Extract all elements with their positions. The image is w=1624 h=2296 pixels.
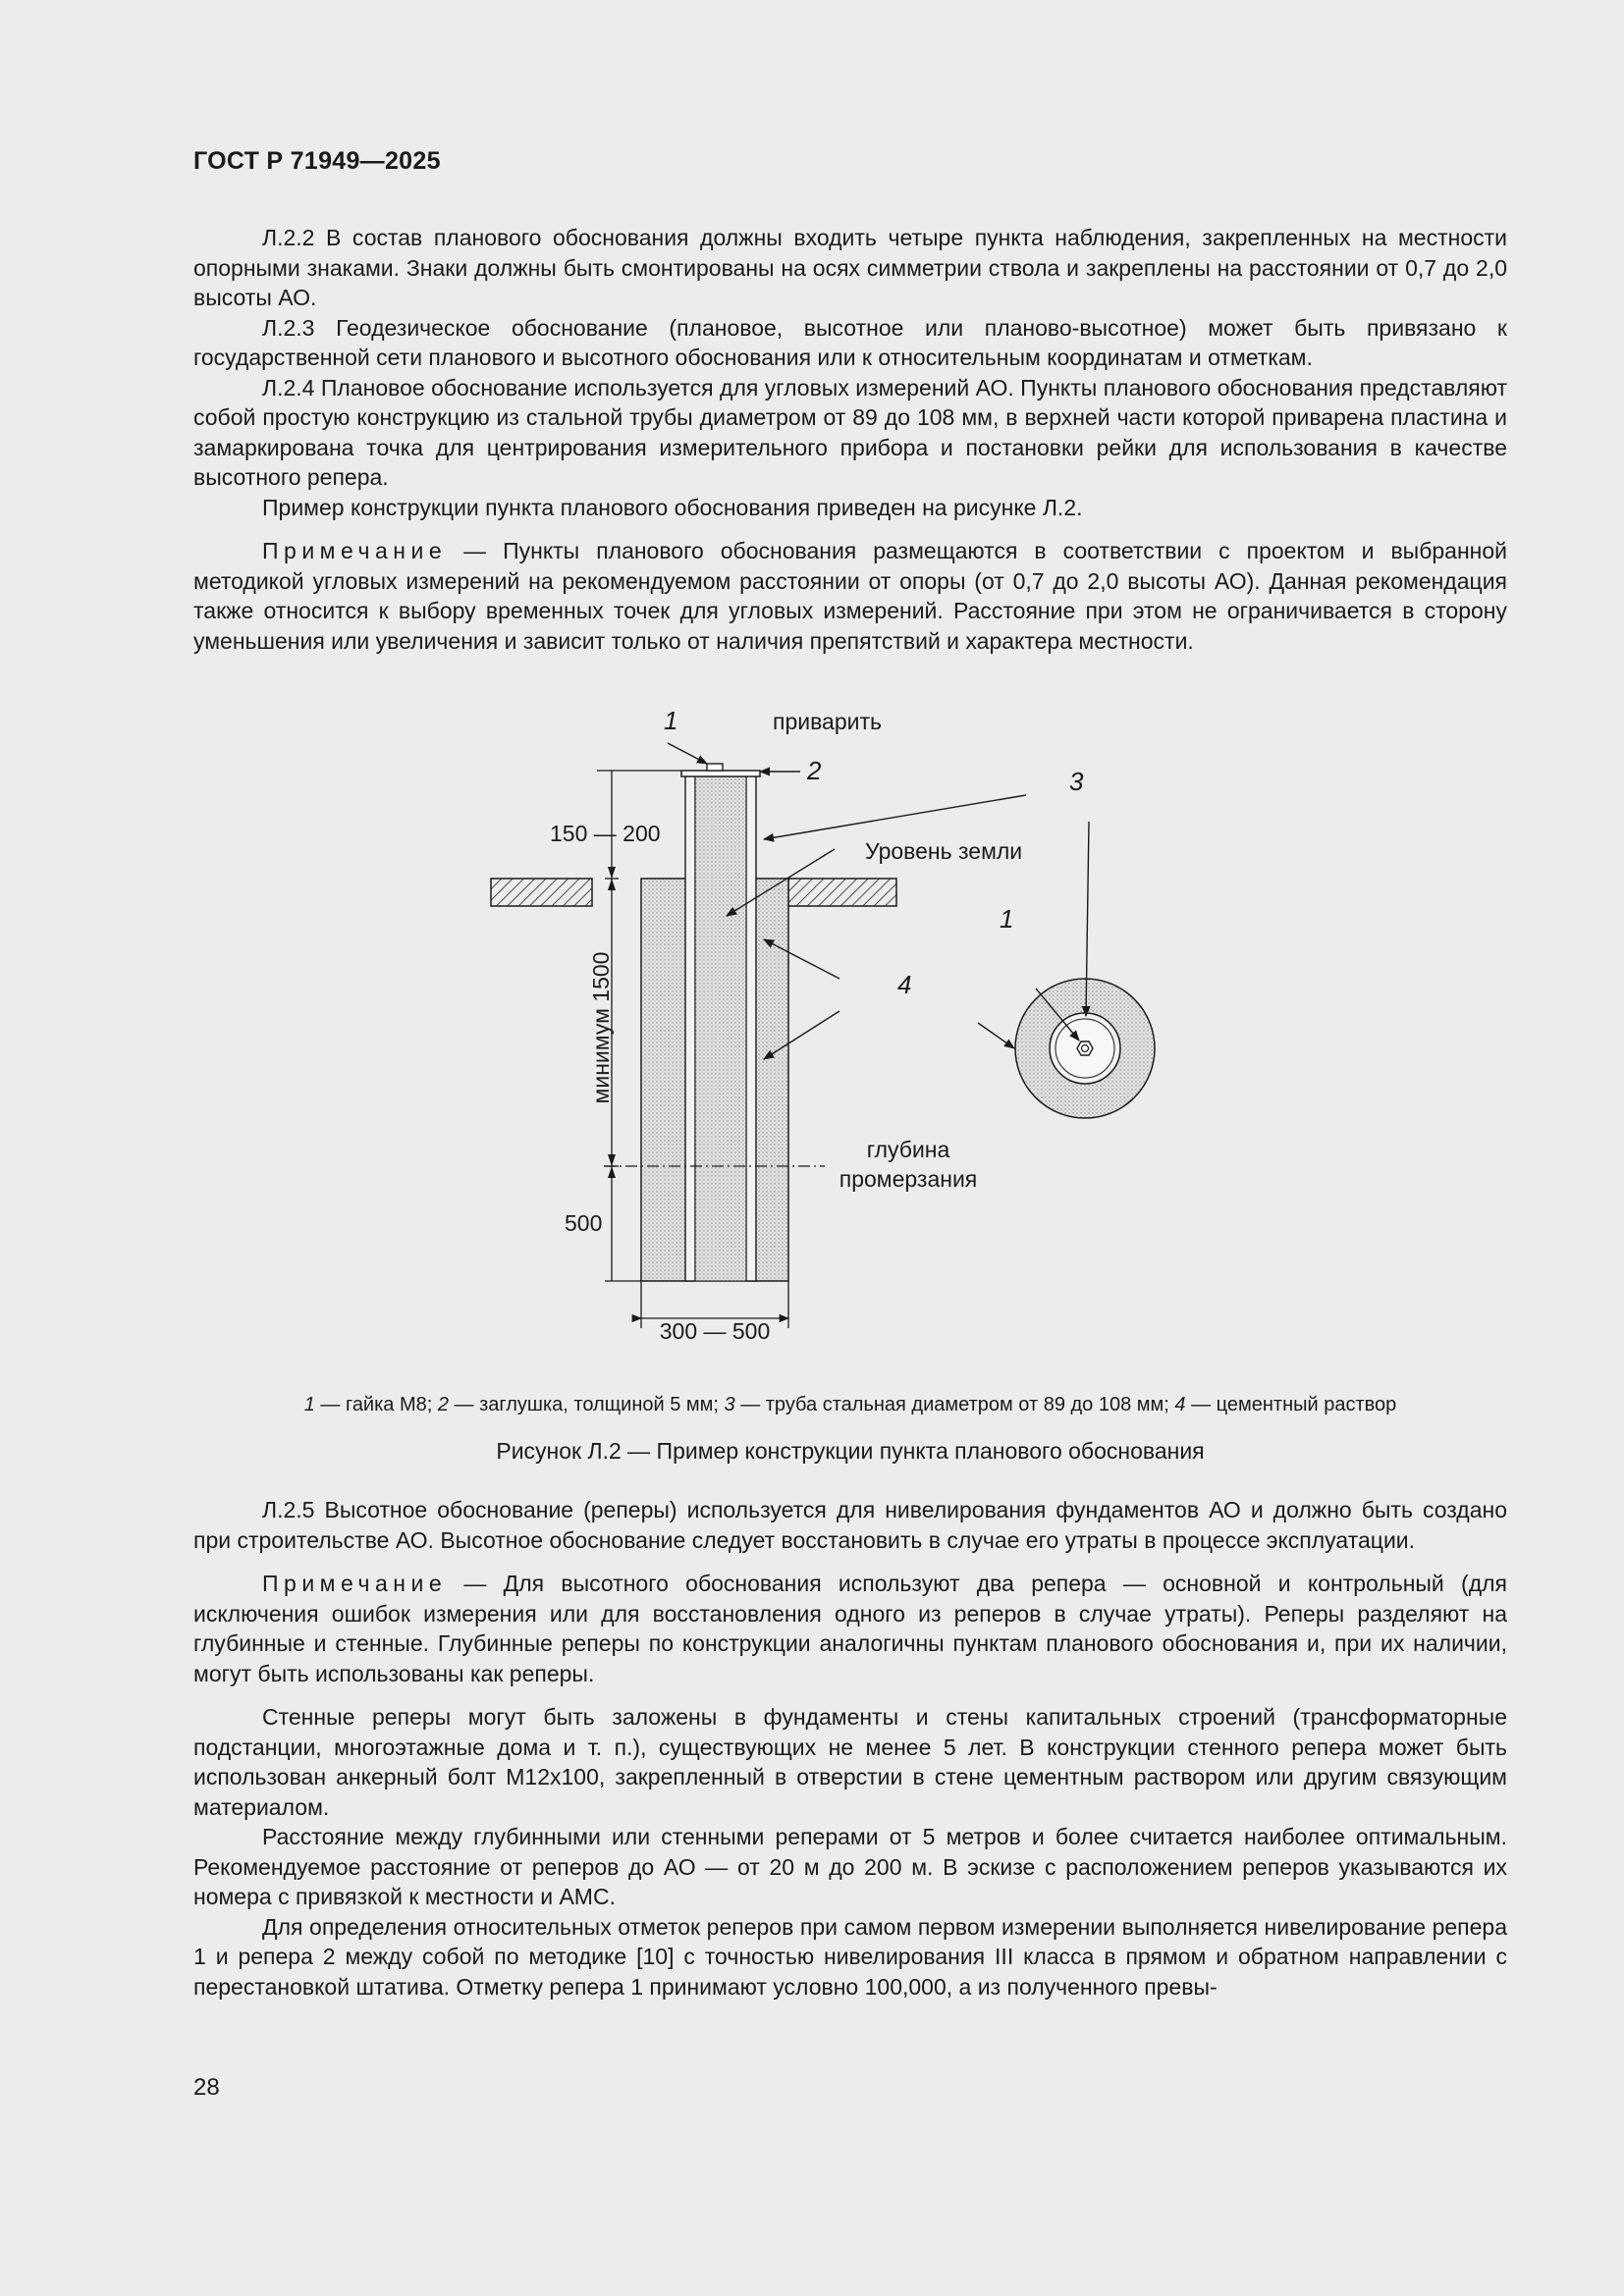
note-text: — Для высотного обоснования используют два репера — основной и контрольный (для исключения ошибок измерения или для восстановления одного из реперов в случае утраты). Реперы разделяют на глубинные и стенные. Глубинные реперы по конструкции аналогичны пунктам планового обоснования и, при их наличии, могут быть использованы как реперы. xyxy=(193,1571,1507,1686)
note-text: — Пункты планового обоснования размещаются в соответствии с проектом и выбранной методикой угловых измерений на рекомендуемом расстоянии от опоры (от 0,7 до 2,0 высоты АО). Данная рекомендация также относится к выбору временных точек для угловых измерений. Расстояние при этом не ограничивается в сторону уменьшения или увеличения и зависит только от наличия препятствий и характера местности. xyxy=(193,538,1507,654)
paragraph-l24: Л.2.4 Плановое обоснование используется для угловых измерений АО. Пункты планового обоснования представляют собой простую конструкцию из стальной трубы диаметром от 89 до 108 мм, в верхней части которой приварена пластина и замаркирована точка для центрирования измерительного прибора и постановки рейки для использования в качестве высотного репера. xyxy=(193,374,1507,490)
label-frost-2: промерзания xyxy=(839,1166,978,1192)
legend-text-3: — труба стальная диаметром от 89 до 108 мм; xyxy=(734,1394,1175,1415)
document-header: ГОСТ Р 71949—2025 xyxy=(193,147,441,175)
legend-num-1: 1 xyxy=(303,1394,315,1415)
label-4: 4 xyxy=(897,970,912,999)
label-2: 2 xyxy=(807,756,822,785)
page-number: 28 xyxy=(193,2074,220,2101)
section-l25 xyxy=(193,1495,1507,2002)
label-1: 1 xyxy=(664,706,678,735)
paragraph-distance: Расстояние между глубинными или стенными реперами от 5 метров и более считается наиболее оптимальным. Рекомендуемое расстояние от реперов до АО — от 20 м до 200 м. В эскизе с расположением реперов указываются их номера с привязкой к местности и АМС. xyxy=(193,1824,1507,1909)
figure-legend xyxy=(193,1394,1507,1416)
label-3: 3 xyxy=(1069,767,1084,796)
figure-l2-drawing xyxy=(432,692,1218,1360)
note-label: Примечание xyxy=(262,1571,448,1596)
cap-plate xyxy=(681,771,760,776)
paragraph-wall-benchmarks: Стенные реперы могут быть заложены в фундаменты и стены капитальных строений (трансформаторные подстанции, многоэтажные дома и т. п.), существующих не менее 5 лет. В конструкции стенного репера может быть использован анкерный болт М12х100, закрепленный в отверстии в стене цементным раствором или другим связующим материалом. xyxy=(193,1704,1507,1820)
paragraph-l23: Л.2.3 Геодезическое обоснование (плановое, высотное или планово-высотное) может быть привязано к государственной сети планового и высотного обоснования или к относительным координатам и отметкам. xyxy=(193,314,1507,370)
label-dim-min: минимум 1500 xyxy=(588,951,614,1104)
paragraph-l25: Л.2.5 Высотное обоснование (реперы) используется для нивелирования фундаментов АО и должно быть создано при строительстве АО. Высотное обоснование следует восстановить в случае его утраты в процессе эксплуатации. xyxy=(193,1497,1507,1553)
legend-num-4: 4 xyxy=(1174,1394,1186,1415)
label-weld: приварить xyxy=(773,709,883,734)
section-l22-l24 xyxy=(193,223,1507,656)
paragraph-figure-ref: Пример конструкции пункта планового обоснования приведен на рисунке Л.2. xyxy=(262,494,1083,520)
note-2 xyxy=(193,1569,1507,1688)
legend-text-1: — гайка М8; xyxy=(314,1394,438,1415)
note-1 xyxy=(193,536,1507,656)
legend-text-2: — заглушка, толщиной 5 мм; xyxy=(449,1394,725,1415)
note-label: Примечание xyxy=(262,538,448,563)
nut xyxy=(707,764,723,771)
legend-text-4: — цементный раствор xyxy=(1185,1394,1397,1415)
legend-num-3: 3 xyxy=(724,1394,735,1415)
label-dim-top: 150 — 200 xyxy=(550,821,661,846)
label-1-plan: 1 xyxy=(1000,904,1014,934)
paragraph-leveling: Для определения относительных отметок реперов при самом первом измерении выполняется нивелирование репера 1 и репера 2 между собой по методике [10] с точностью нивелирования III класса в прямом и обратном направлении с перестановкой штатива. Отметку репера 1 принимают условно 100,000, а из полученного превы- xyxy=(193,1913,1507,2000)
label-ground-level: Уровень земли xyxy=(865,838,1023,864)
label-dim-width: 300 — 500 xyxy=(659,1318,771,1344)
label-frost-1: глубина xyxy=(866,1137,950,1162)
legend-num-2: 2 xyxy=(437,1394,449,1415)
steel-pipe xyxy=(685,775,756,1281)
plan-view xyxy=(978,822,1155,1118)
figure-caption: Рисунок Л.2 — Пример конструкции пункта планового обоснования xyxy=(496,1438,1205,1464)
paragraph-l22: Л.2.2 В состав планового обоснования должны входить четыре пункта наблюдения, закрепленных на местности опорными знаками. Знаки должны быть смонтированы на осях симметрии ствола и закреплены на расстоянии от 0,7 до 2,0 высоты АО. xyxy=(193,225,1507,310)
label-dim-500: 500 xyxy=(565,1210,603,1236)
